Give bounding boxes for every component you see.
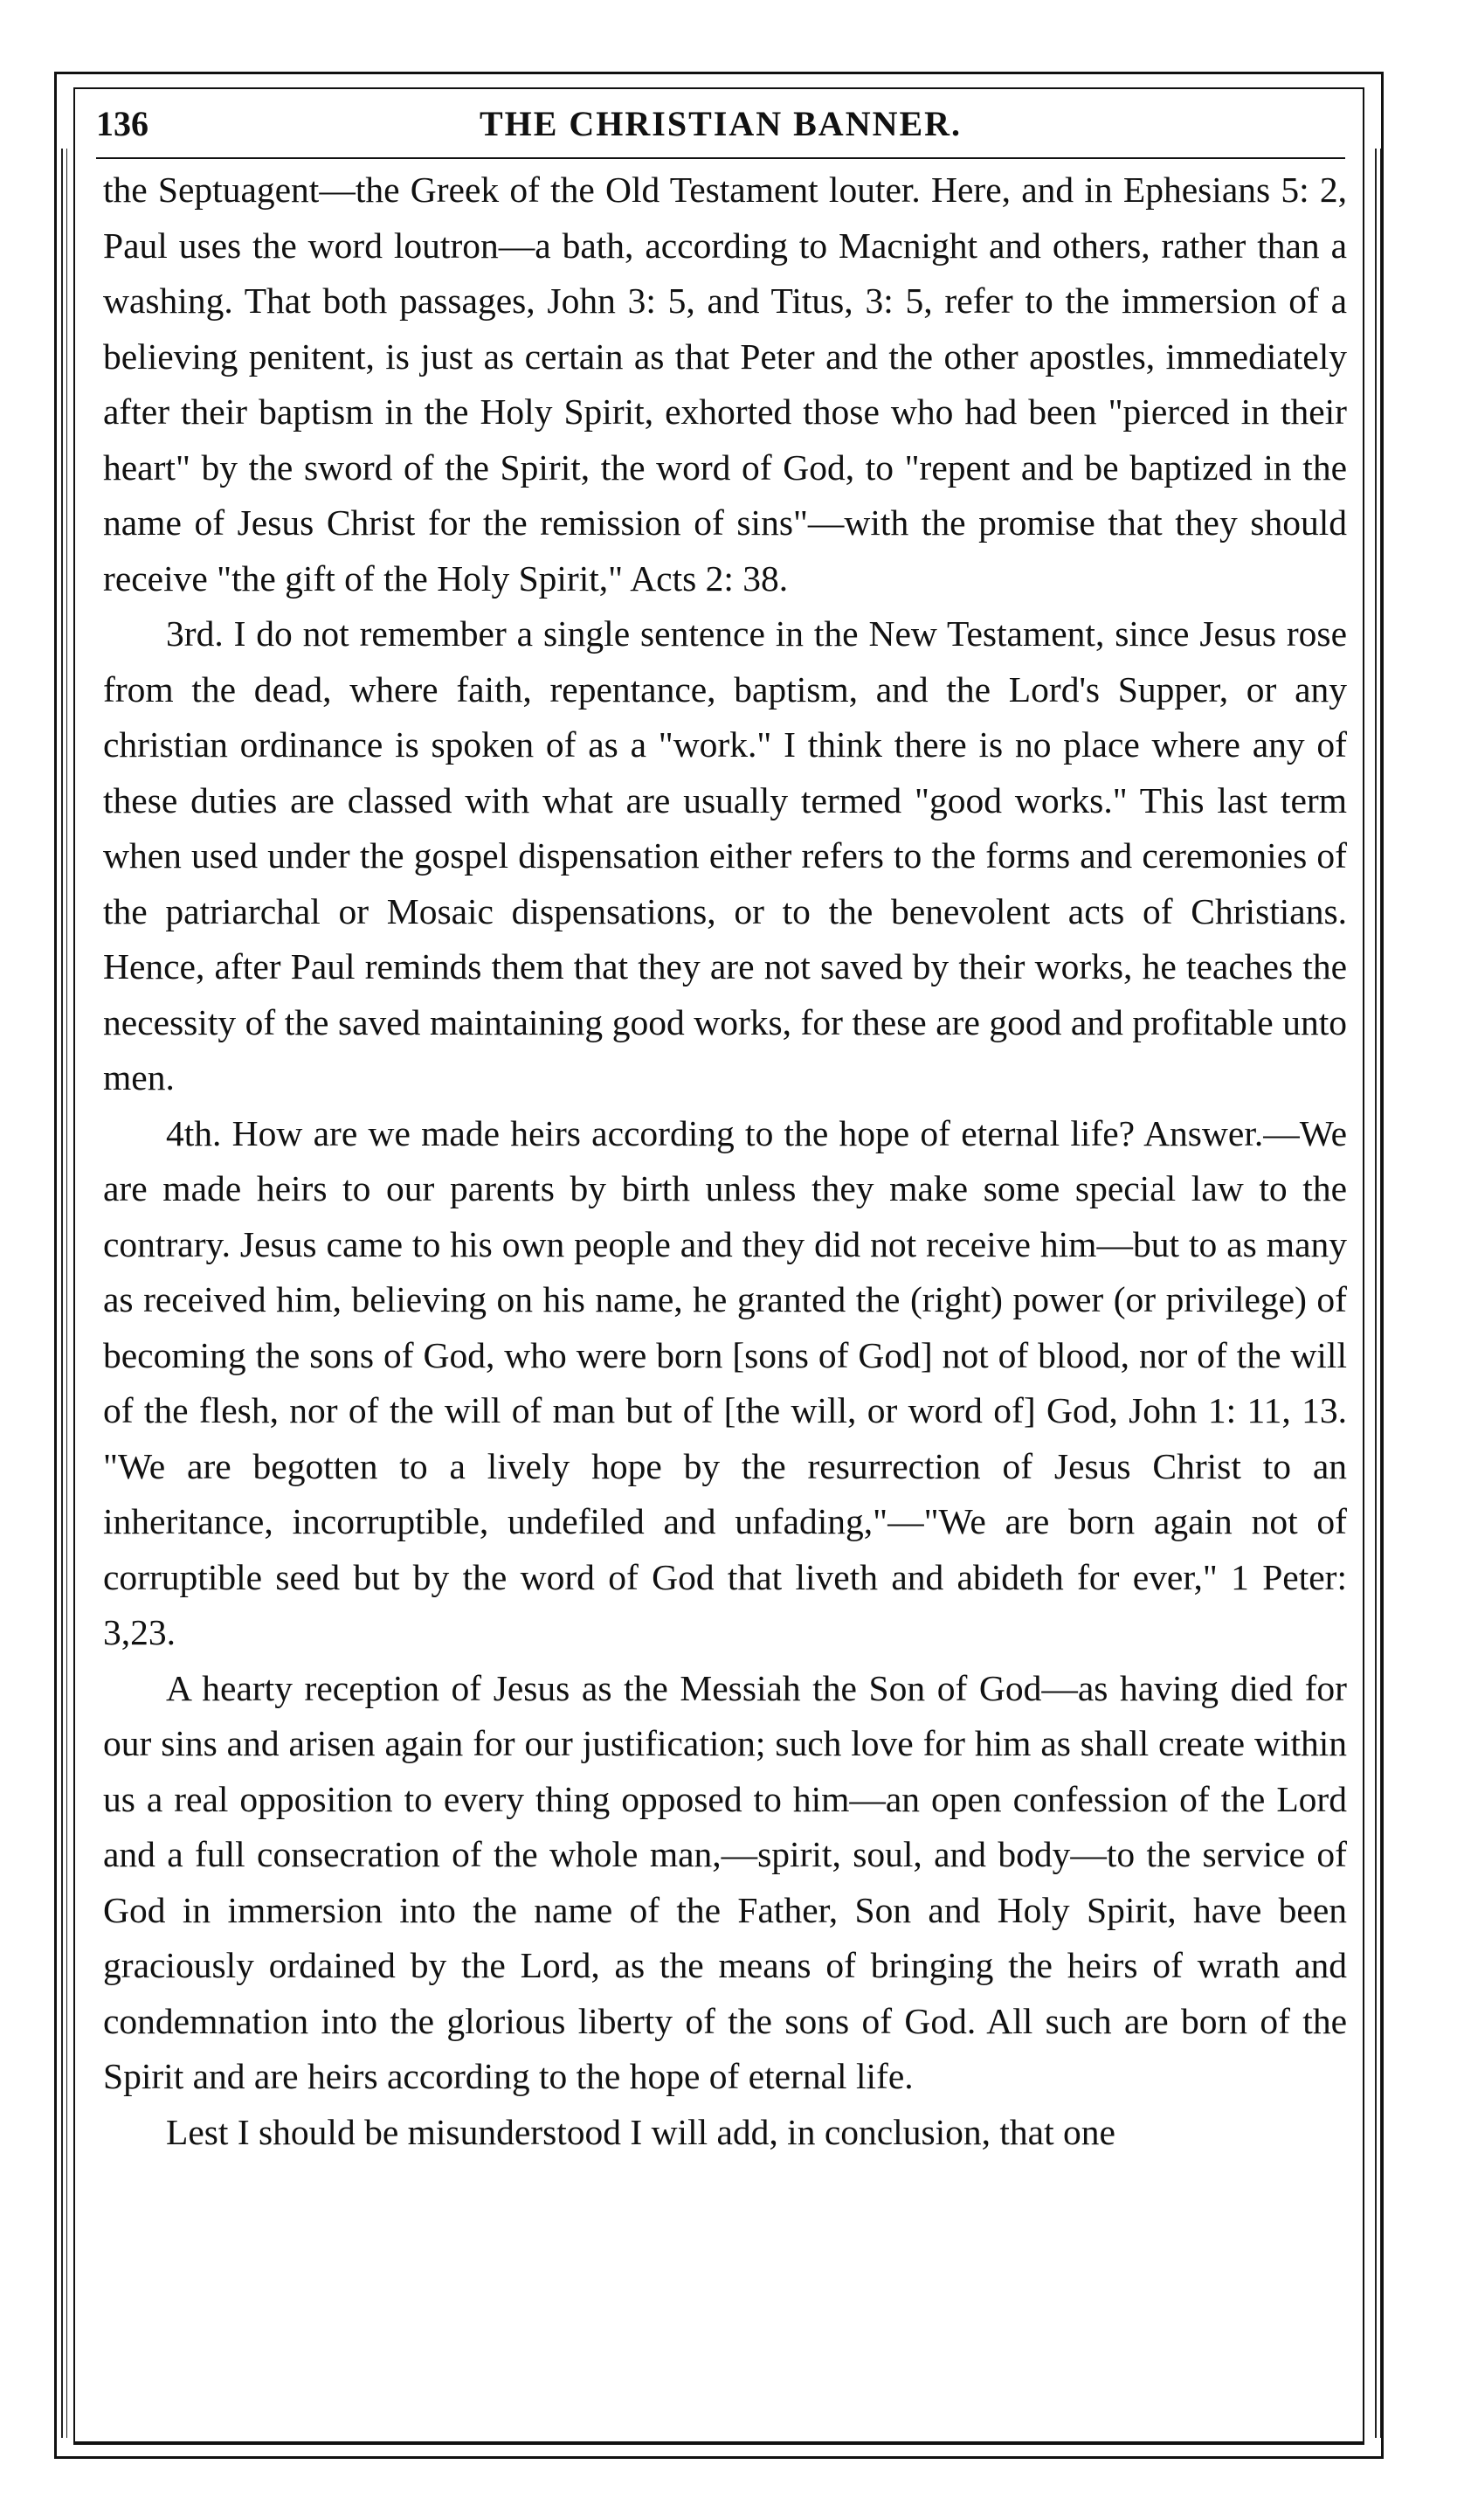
page-header	[96, 96, 1345, 157]
right-margin-rule	[1375, 149, 1377, 2438]
bottom-divider	[73, 2443, 1364, 2445]
header-divider	[96, 157, 1345, 159]
right-margin-rule-thin	[1380, 149, 1381, 2438]
paragraph-hearty-reception: A hearty reception of Jesus as the Messiah the Son of God—as having died for our sins and arisen again for our justification; such love for him as shall create within us a real opposition to every thing opposed to him—an open confession of the Lord and a full consecration of the whole man,—spirit, soul, and body—to the service of God in immersion into the name of the Father, Son and Holy Spirit, have been graciously ordained by the Lord, as the means of bringing the heirs of wrath and condemnation into the glorious liberty of the sons of God. All such are born of the Spirit and are heirs according to the hope of eternal life.	[103, 1667, 1347, 2096]
running-title: THE CHRISTIAN BANNER.	[479, 104, 963, 143]
paragraph-septuagint: the Septuagent—the Greek of the Old Testament louter. Here, and in Ephesians 5: 2, Paul uses the word loutron—a bath, according to Macnight and others, rather than a washing. That both passages, John 3: 5, and Titus, 3: 5, refer to the immersion of a believing penitent, is just as certain as that Peter and the other apostles, immediately after their baptism in the Holy Spirit, exhorted those who had been "pierced in their heart" by the sword of the Spirit, the word of God, to "repent and be baptized in the name of Jesus Christ for the remission of sins"—with the promise that they should receive "the gift of the Holy Spirit," Acts 2: 38.	[103, 170, 1347, 599]
left-margin-rule	[61, 149, 63, 2438]
paragraph-conclusion: Lest I should be misunderstood I will add, in conclusion, that one	[166, 2111, 1115, 2152]
page-number: 136	[96, 104, 148, 143]
article-body	[103, 163, 1347, 2160]
paragraph-fourth-point: 4th. How are we made heirs according to the hope of eternal life? Answer.—We are made heirs to our parents by birth unless they make some special law to the contrary. Jesus came to his own people and they did not receive him—but to as many as received him, believing on his name, he granted the (right) power (or privilege) of becoming the sons of God, who were born [sons of God] not of blood, nor of the will of the flesh, nor of the will of man but of [the will, or word of] God, John 1: 11, 13. "We are begotten to a lively hope by the resurrection of Jesus Christ to an inheritance, incorruptible, undefiled and unfading,"—"We are born again not of corruptible seed but by the word of God that liveth and abideth for ever," 1 Peter: 3,23.	[103, 1112, 1347, 1652]
paragraph-third-point: 3rd. I do not remember a single sentence in the New Testament, since Jesus rose from the dead, where faith, repentance, baptism, and the Lord's Supper, or any christian ordinance is spoken of as a "work." I think there is no place where any of these duties are classed with what are usually termed "good works." This last term when used under the gospel dispensation either refers to the forms and ceremonies of the patriarchal or Mosaic dispensations, or to the benevolent acts of Christians. Hence, after Paul reminds them that they are not saved by their works, he teaches the necessity of the saved maintaining good works, for these are good and profitable unto men.	[103, 613, 1347, 1097]
left-margin-rule-thin	[66, 149, 67, 2438]
